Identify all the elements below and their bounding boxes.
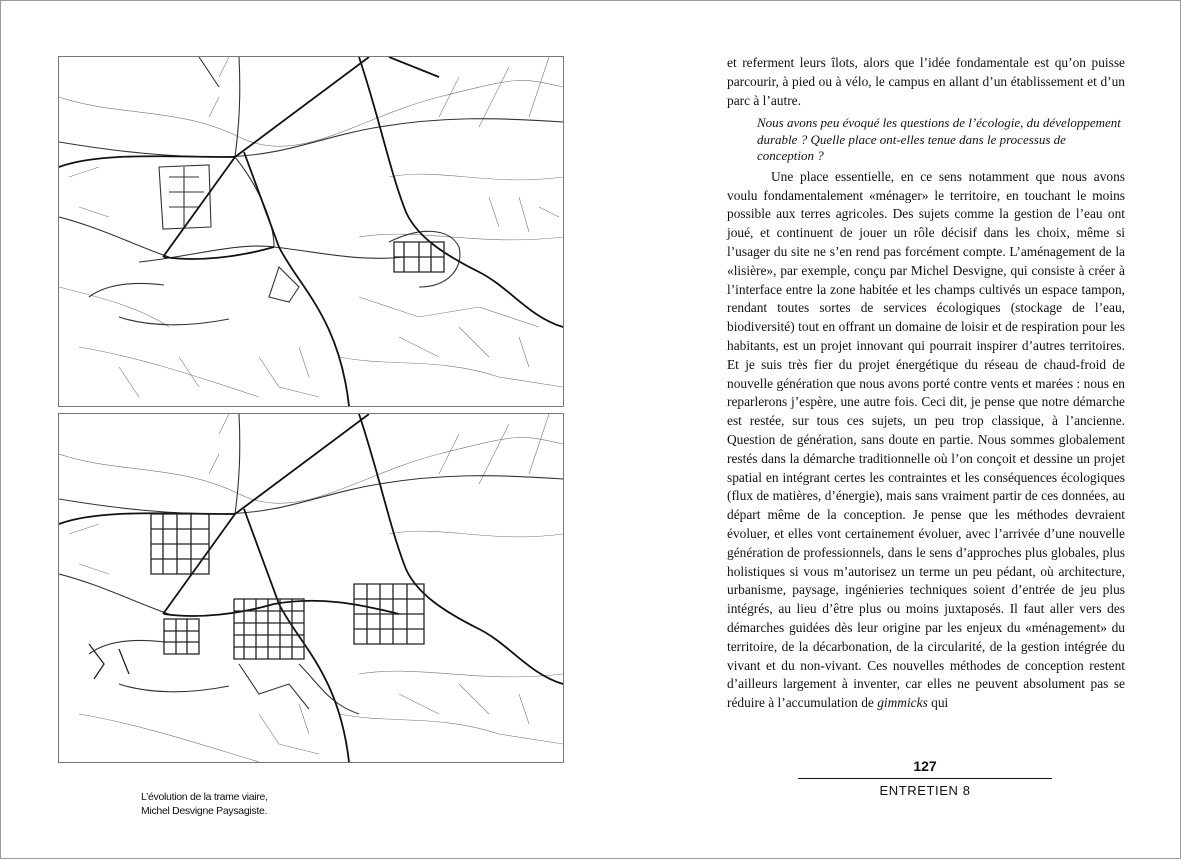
footer-divider [798, 778, 1052, 779]
answer-italic-term: gimmicks [877, 695, 928, 711]
caption-line-1: L’évolution de la trame viaire, [141, 791, 268, 803]
answer-paragraph [727, 168, 1125, 713]
road-network-map-before [58, 56, 564, 407]
caption-line-2: Michel Desvigne Paysagiste. [141, 805, 268, 817]
interview-question: Nous avons peu évoqué les questions de l’écologie, du développement durable ? Quelle place ont-elles tenue dans le processus de conception ? [757, 115, 1121, 164]
road-network-map-after [58, 413, 564, 763]
body-text [727, 54, 1125, 713]
paragraph-continued: et referment leurs îlots, alors que l’idée fondamentale est qu’on puisse parcourir, à pied ou à vélo, le campus en allant d’un établissement et d’un parc à l’autre. [727, 55, 1125, 108]
page-number: 127 [913, 758, 937, 774]
figure-caption [141, 790, 268, 818]
answer-text: Une place essentielle, en ce sens notamment que nous avons voulu fondamentalement «ménager» le territoire, en touchant le moins possible aux terres agricoles. Des sujets comme la gestion de l’eau ont joué, et continuent de jouer un rôle décisif dans les choix, même si l’usager du site ne s’en rend pas forcément compte. L’aménagement de la «lisière», par exemple, conçu par Michel Desvigne, qui consiste à créer à l’interface entre la zone habitée et les champs cultivés un espace tampon, rendant toutes sortes de services écologiques (stockage de l’eau, biodiversité) tout en offrant un domaine de loisir et de respiration pour les habitants, est un projet innovant qui pourrait inspirer d’autres territoires. Et je suis très fier du projet énergétique du réseau de chaud-froid de nouvelle génération que nous avons porté contre vents et marées : nous en reparlerons j’espère, une autre fois. Ceci dit, je pense que notre démarche est restée, sur tous ces sujets, un peu trop classique, à l’ancienne. Question de génération, sans doute en partie. Nous sommes globalement restés dans la démarche traditionnelle où l’on conçoit et dessine un projet spatial en intégrant certes les contraintes et les conséquences écologiques (flux de matières, d’énergie), mais sans vraiment partir de ces données, au départ même de la conception. Je pense que les méthodes devraient évoluer, et elles vont certainement évoluer, avec l’arrivée d’une nouvelle génération de professionnels, dans le sens d’approches plus globales, plus holistiques si vous m’autorisez un terme un peu pédant, où architecture, urbanisme, paysage, ingénieries techniques soient d’entrée de jeu plus intégrés, au lieu d’être plus ou moins juxtaposés. Il faut aller vers des démarches guidées dès leur origine par les enjeux du «ménagement» du territoire, de la décarbonation, de la circularité, de la gestion intégrée du vivant et du non-vivant. Ces nouvelles méthodes de conception restent d’ailleurs largement à inventer, car elles ne peuvent absolument pas se réduire à l’accumulation de [727, 168, 1125, 711]
answer-text-end: qui [927, 695, 949, 711]
chapter-title: ENTRETIEN 8 [879, 783, 971, 798]
